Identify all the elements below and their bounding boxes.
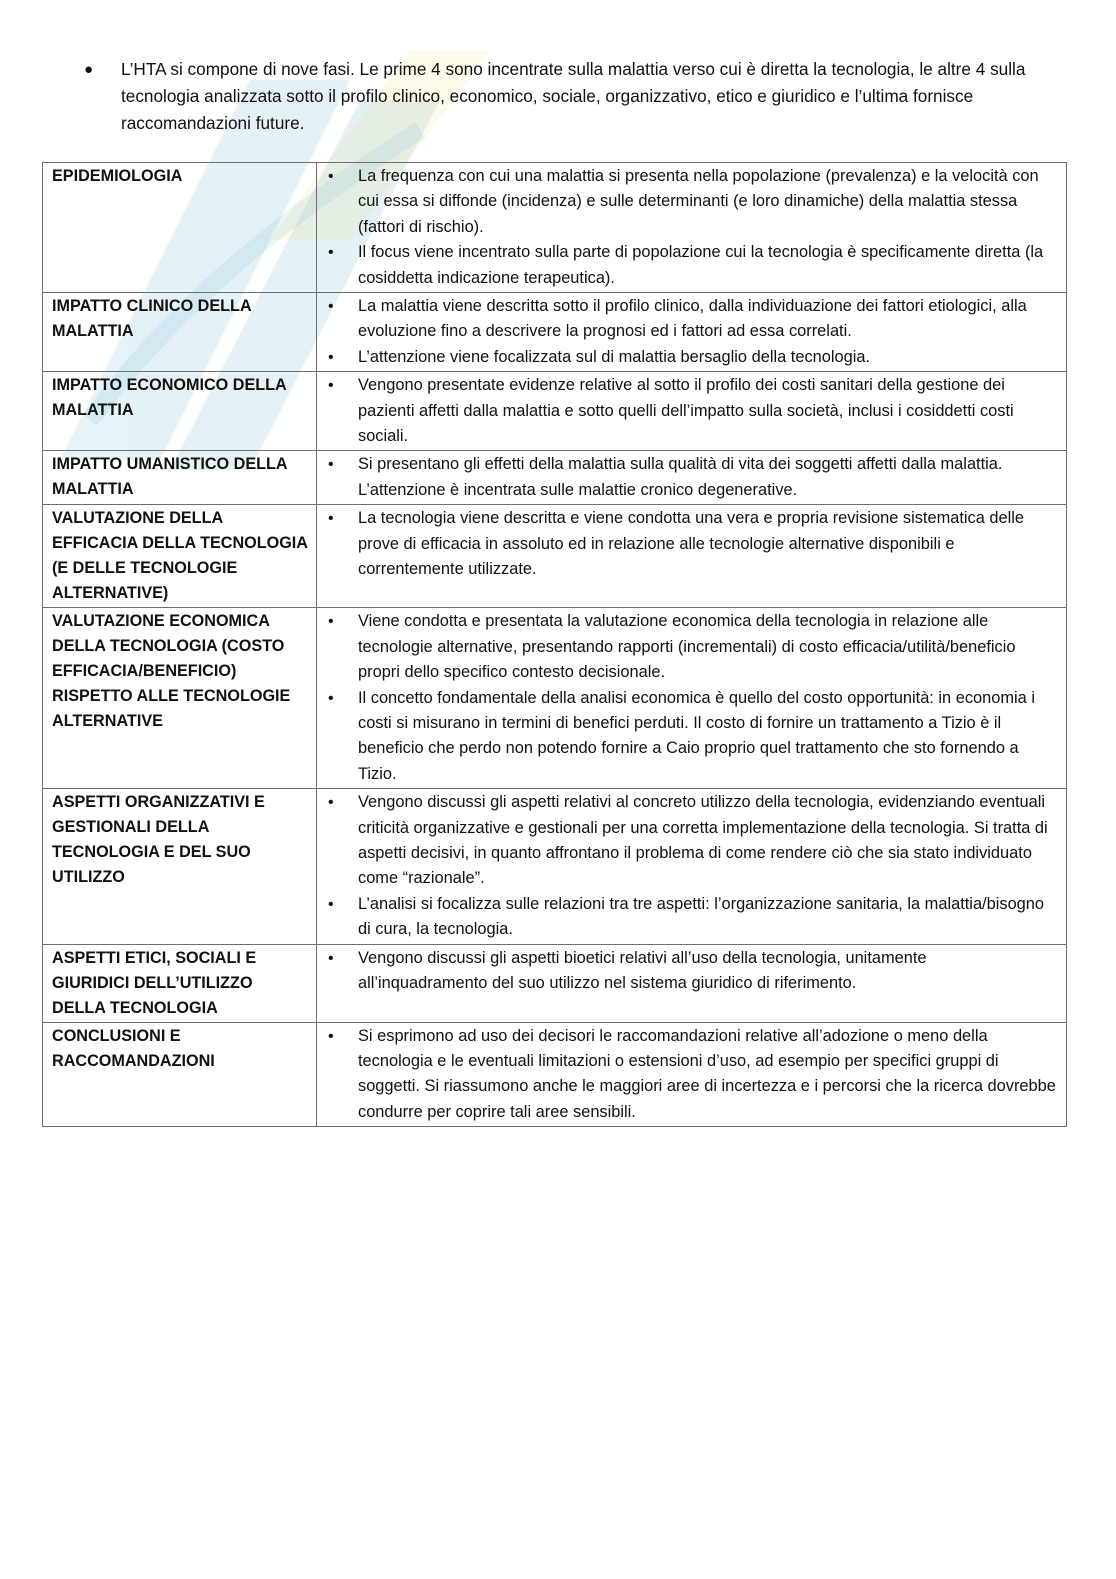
table-row: [43, 451, 1067, 505]
list-item: • La tecnologia viene descritta e viene condotta una vera e propria revisione sistematica delle prove di efficacia in assoluto ed in relazione alle tecnologie alternative disponibili e correntemente utilizzate.: [326, 506, 1058, 582]
phase-description: [317, 505, 1067, 608]
bullet-icon: ●: [84, 61, 94, 78]
list-item: • Vengono presentate evidenze relative al sotto il profilo dei costi sanitari della gestione dei pazienti affetti dalla malattia e sotto quelli dell’impatto sulla società, inclusi i cosiddetti costi sociali.: [326, 373, 1058, 449]
table-row: [43, 372, 1067, 451]
table-row: [43, 163, 1067, 293]
list-item: • Vengono discussi gli aspetti bioetici relativi all’uso della tecnologia, unitamente all’inquadramento del suo utilizzo nel sistema giuridico di riferimento.: [326, 946, 1058, 997]
list-item: • Vengono discussi gli aspetti relativi al concreto utilizzo della tecnologia, evidenziando eventuali criticità organizzative e gestionali per una corretta implementazione della tecnologia. Si tratta di aspetti decisivi, in quanto affrontano il problema di come rendere ciò che sia stato individuato come “razionale”.: [326, 790, 1058, 892]
table-row: [43, 789, 1067, 944]
list-item: • Viene condotta e presentata la valutazione economica della tecnologia in relazione alle tecnologie alternative, presentando rapporti (incrementali) di costo efficacia/utilità/beneficio propri dello specifico contesto decisionale.: [326, 609, 1058, 685]
list-item: • Il focus viene incentrato sulla parte di popolazione cui la tecnologia è specificamente diretta (la cosiddetta indicazione terapeutica).: [326, 240, 1058, 291]
phase-description: [317, 163, 1067, 293]
phase-name: IMPATTO UMANISTICO DELLA MALATTIA: [43, 451, 317, 505]
phase-name: IMPATTO CLINICO DELLA MALATTIA: [43, 293, 317, 372]
list-item: • L’attenzione viene focalizzata sul di malattia bersaglio della tecnologia.: [326, 345, 1058, 370]
phase-description: [317, 944, 1067, 1022]
phase-name: VALUTAZIONE ECONOMICA DELLA TECNOLOGIA (COSTO EFFICACIA/BENEFICIO) RISPETTO ALLE TECNOLOGIE ALTERNATIVE: [43, 608, 317, 789]
phase-description: [317, 451, 1067, 505]
phase-name: IMPATTO ECONOMICO DELLA MALATTIA: [43, 372, 317, 451]
phase-name: ASPETTI ETICI, SOCIALI E GIURIDICI DELL’UTILIZZO DELLA TECNOLOGIA: [43, 944, 317, 1022]
phase-description: [317, 1022, 1067, 1127]
table-row: [43, 293, 1067, 372]
hta-phases-table: [42, 162, 1067, 1127]
list-item: • La frequenza con cui una malattia si presenta nella popolazione (prevalenza) e la velocità con cui essa si diffonde (incidenza) e sulle determinanti (e loro dinamiche) della malattia stessa (fattori di rischio).: [326, 164, 1058, 240]
table-row: [43, 1022, 1067, 1127]
list-item: • L’analisi si focalizza sulle relazioni tra tre aspetti: l’organizzazione sanitaria, la malattia/bisogno di cura, la tecnologia.: [326, 892, 1058, 943]
table-row: [43, 505, 1067, 608]
intro-bullet: [84, 56, 1064, 137]
phase-description: [317, 608, 1067, 789]
list-item: • La malattia viene descritta sotto il profilo clinico, dalla individuazione dei fattori etiologici, alla evoluzione fino a descrivere la prognosi ed i fattori ad essa correlati.: [326, 294, 1058, 345]
phase-name: ASPETTI ORGANIZZATIVI E GESTIONALI DELLA TECNOLOGIA E DEL SUO UTILIZZO: [43, 789, 317, 944]
phase-description: [317, 372, 1067, 451]
table-row: [43, 944, 1067, 1022]
phase-name: EPIDEMIOLOGIA: [43, 163, 317, 293]
table-row: [43, 608, 1067, 789]
phase-name: CONCLUSIONI E RACCOMANDAZIONI: [43, 1022, 317, 1127]
phase-name: VALUTAZIONE DELLA EFFICACIA DELLA TECNOLOGIA (E DELLE TECNOLOGIE ALTERNATIVE): [43, 505, 317, 608]
list-item: • Si presentano gli effetti della malattia sulla qualità di vita dei soggetti affetti dalla malattia. L’attenzione è incentrata sulle malattie cronico degenerative.: [326, 452, 1058, 503]
list-item: • Il concetto fondamentale della analisi economica è quello del costo opportunità: in economia i costi si misurano in termini di benefici perduti. Il costo di fornire un trattamento a Tizio è il beneficio che perdo non potendo fornire a Caio proprio quel trattamento che sto fornendo a Tizio.: [326, 686, 1058, 788]
phase-description: [317, 293, 1067, 372]
intro-text: L’HTA si compone di nove fasi. Le prime 4 sono incentrate sulla malattia verso cui è diretta la tecnologia, le altre 4 sulla tecnologia analizzata sotto il profilo clinico, economico, sociale, organizzativo, etico e giuridico e l’ultima fornisce raccomandazioni future.: [121, 59, 1026, 133]
phase-description: [317, 789, 1067, 944]
list-item: • Si esprimono ad uso dei decisori le raccomandazioni relative all’adozione o meno della tecnologia e le eventuali limitazioni o estensioni d’uso, ad esempio per specifici gruppi di soggetti. Si riassumono anche le maggiori aree di incertezza e i percorsi che la ricerca dovrebbe condurre per coprire tali aree sensibili.: [326, 1024, 1058, 1126]
